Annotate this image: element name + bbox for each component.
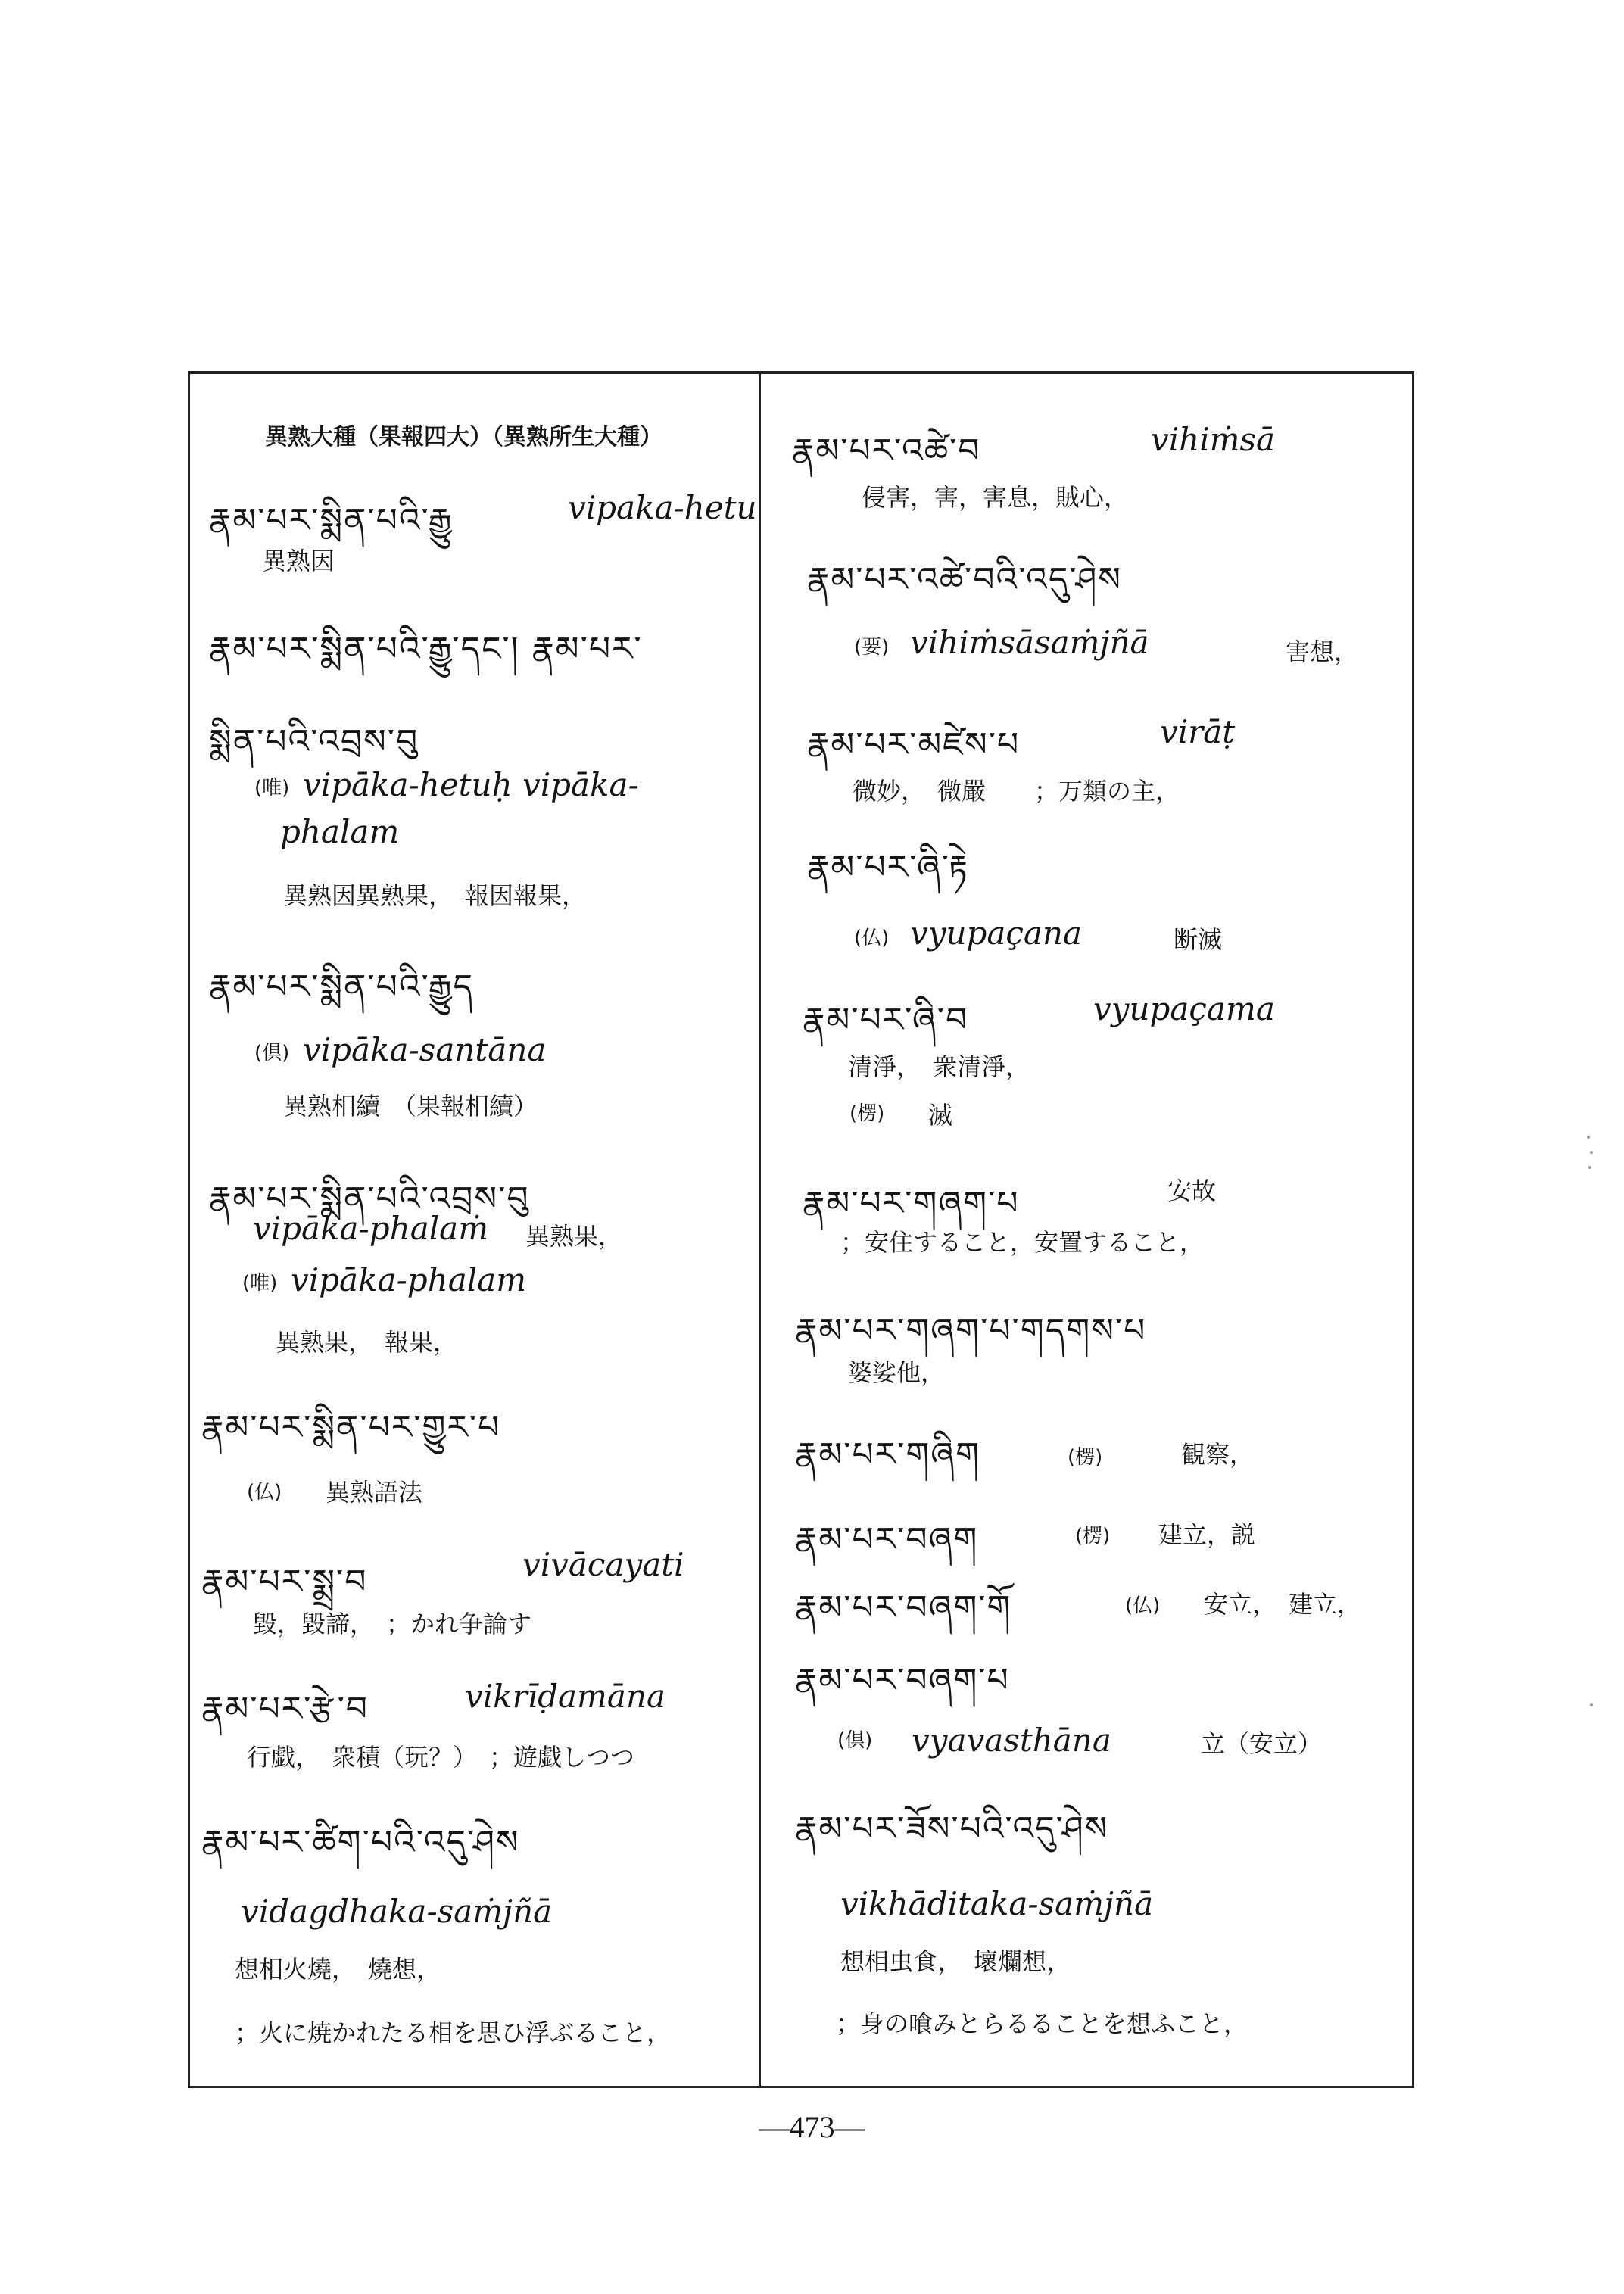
- entry-meaning: 建立，説: [1158, 1520, 1256, 1549]
- entry-tibetan: རྣམ་པར་སྨིན་པའི་རྒྱུ: [209, 501, 454, 540]
- source-marker: (仏): [854, 927, 890, 949]
- entry-sanskrit: vihiṁsāsaṁjñā: [910, 624, 1149, 661]
- entry-meaning: 立（安立）: [1201, 1729, 1323, 1758]
- entry-tibetan: རྣམ་པར་སྨྲ་བ: [201, 1563, 368, 1601]
- entry-tibetan-continued: སྨིན་པའི་འབྲས་བུ: [209, 722, 419, 761]
- source-marker: (仏): [247, 1481, 282, 1504]
- entry-sanskrit: vikhāditaka-saṁjñā: [840, 1885, 1154, 1922]
- entry-sanskrit: vidagdhaka-saṁjñā: [241, 1893, 553, 1930]
- entry-meaning: 毀，毀諦， ；かれ争論す: [253, 1610, 532, 1638]
- source-marker: (要): [854, 636, 890, 659]
- entry-tibetan: རྣམ་པར་ཞི་བ: [803, 1001, 969, 1039]
- source-marker: (仏): [1125, 1594, 1161, 1617]
- entry-meaning: 異熟果， 報果，: [276, 1328, 458, 1357]
- column-divider: [759, 372, 761, 2087]
- entry-meaning: 異熟相續 （果報相續）: [283, 1092, 538, 1121]
- entry-meaning: 観察，: [1181, 1440, 1255, 1469]
- entry-sanskrit: vyupaçama: [1093, 990, 1275, 1027]
- entry-tibetan: རྣམ་པར་སྨིན་པའི་རྒྱུ་དང་། རྣམ་པར་: [209, 630, 643, 669]
- entry-meaning: 想相火燒， 燒想，: [235, 1955, 441, 1984]
- entry-meaning: 婆娑他，: [848, 1358, 946, 1387]
- entry-tibetan: རྣམ་པར་བཞག: [795, 1520, 979, 1559]
- entry-tibetan: རྣམ་པར་གཞག་པ་གདགས་པ: [795, 1311, 1147, 1350]
- source-marker: (唯): [254, 777, 290, 799]
- entry-tibetan: རྣམ་པར་ཚིག་པའི་འདུ་ཤེས: [201, 1823, 520, 1862]
- entry-meaning: 異熟語法: [326, 1478, 423, 1507]
- scan-speck: [1590, 1151, 1593, 1154]
- source-marker: (楞): [1075, 1525, 1111, 1548]
- page-number: —473—: [759, 2110, 865, 2144]
- entry-tibetan: རྣམ་པར་འཚེ་བ: [792, 432, 981, 470]
- source-marker: (唯): [242, 1272, 278, 1295]
- entry-sanskrit: vyupaçana: [910, 915, 1083, 952]
- entry-meaning: 断滅: [1174, 925, 1223, 954]
- entry-meaning: 害想，: [1286, 637, 1359, 666]
- entry-tibetan: རྣམ་པར་གཞག་པ: [803, 1184, 1020, 1223]
- entry-tibetan: རྣམ་པར་རྩེ་བ: [201, 1690, 369, 1728]
- entry-meaning-inline: 異熟果，: [525, 1222, 623, 1251]
- entry-note: ；安住すること，安置すること，: [840, 1228, 1205, 1257]
- entry-sanskrit: virāṭ: [1160, 713, 1236, 750]
- source-marker: (倶): [254, 1042, 290, 1064]
- entry-tibetan: རྣམ་པར་སྨིན་པའི་འབྲས་བུ: [209, 1180, 530, 1218]
- entry-note: ；火に焼かれたる相を思ひ浮ぶること，: [235, 2018, 672, 2047]
- entry-tibetan: རྣམ་པར་གཞིག: [795, 1435, 981, 1474]
- entry-note: ；身の喰みとらるることを想ふこと，: [836, 2009, 1248, 2038]
- entry-sanskrit: vivācayati: [522, 1546, 684, 1583]
- source-marker: (楞): [849, 1102, 885, 1125]
- entry-meaning: 異熟因: [262, 547, 335, 575]
- entry-sanskrit: vipāka-phalam: [291, 1261, 527, 1298]
- entry-meaning: 微妙， 微嚴 ；万類の主，: [853, 777, 1180, 806]
- entry-meaning: 想相虫食， 壞爛想，: [840, 1947, 1071, 1976]
- entry-tibetan: རྣམ་པར་ཞི་རྟེ: [807, 848, 969, 887]
- source-marker: (倶): [837, 1729, 873, 1752]
- entry-tibetan: རྣམ་པར་འཚེ་བའི་འདུ་ཤེས: [807, 560, 1123, 599]
- entry-tibetan: རྣམ་པར་སྨིན་པར་གྱུར་པ: [201, 1408, 501, 1447]
- entry-sanskrit: vipāka-hetuḥ vipāka-: [303, 766, 639, 803]
- entry-tibetan: རྣམ་པར་བཞག་གོ: [795, 1588, 1012, 1627]
- entry-sanskrit: vipāka-phalaṁ: [253, 1210, 489, 1247]
- entry-tibetan: རྣམ་པར་མཛེས་པ: [807, 725, 1021, 764]
- entry-sanskrit: vipaka-hetu: [568, 489, 757, 526]
- entry-meaning: 行戯， 衆積（玩？） ；遊戯しつつ: [247, 1743, 635, 1772]
- entry-meaning: 異熟因異熟果， 報因報果，: [283, 881, 587, 910]
- scan-speck: [1590, 1703, 1593, 1706]
- scan-speck: [1587, 1136, 1590, 1139]
- section-heading: 異熟大種（果報四大）（異熟所生大種）: [265, 424, 662, 450]
- entry-tibetan: རྣམ་པར་བཞག་པ: [795, 1661, 1010, 1700]
- entry-sanskrit: vipāka-santāna: [303, 1031, 547, 1068]
- entry-tibetan: རྣམ་པར་ཟོས་པའི་འདུ་ཤེས: [795, 1809, 1109, 1848]
- entry-sanskrit: vyavasthāna: [912, 1722, 1111, 1759]
- entry-meaning: 安故: [1167, 1177, 1217, 1205]
- scan-speck: [1588, 1166, 1591, 1169]
- source-marker: (楞): [1068, 1446, 1103, 1469]
- entry-meaning: 清淨， 衆清淨，: [848, 1052, 1030, 1081]
- entry-meaning: 侵害，害，害息，賊心，: [862, 483, 1129, 512]
- entry-tibetan: རྣམ་པར་སྨིན་པའི་རྒྱུད: [209, 968, 475, 1006]
- entry-meaning: 安立， 建立，: [1204, 1590, 1362, 1619]
- entry-meaning: 滅: [928, 1101, 953, 1130]
- entry-sanskrit: vikrīḍamāna: [465, 1678, 666, 1715]
- entry-sanskrit: vihiṁsā: [1151, 421, 1276, 458]
- entry-sanskrit-continued: phalam: [280, 813, 400, 850]
